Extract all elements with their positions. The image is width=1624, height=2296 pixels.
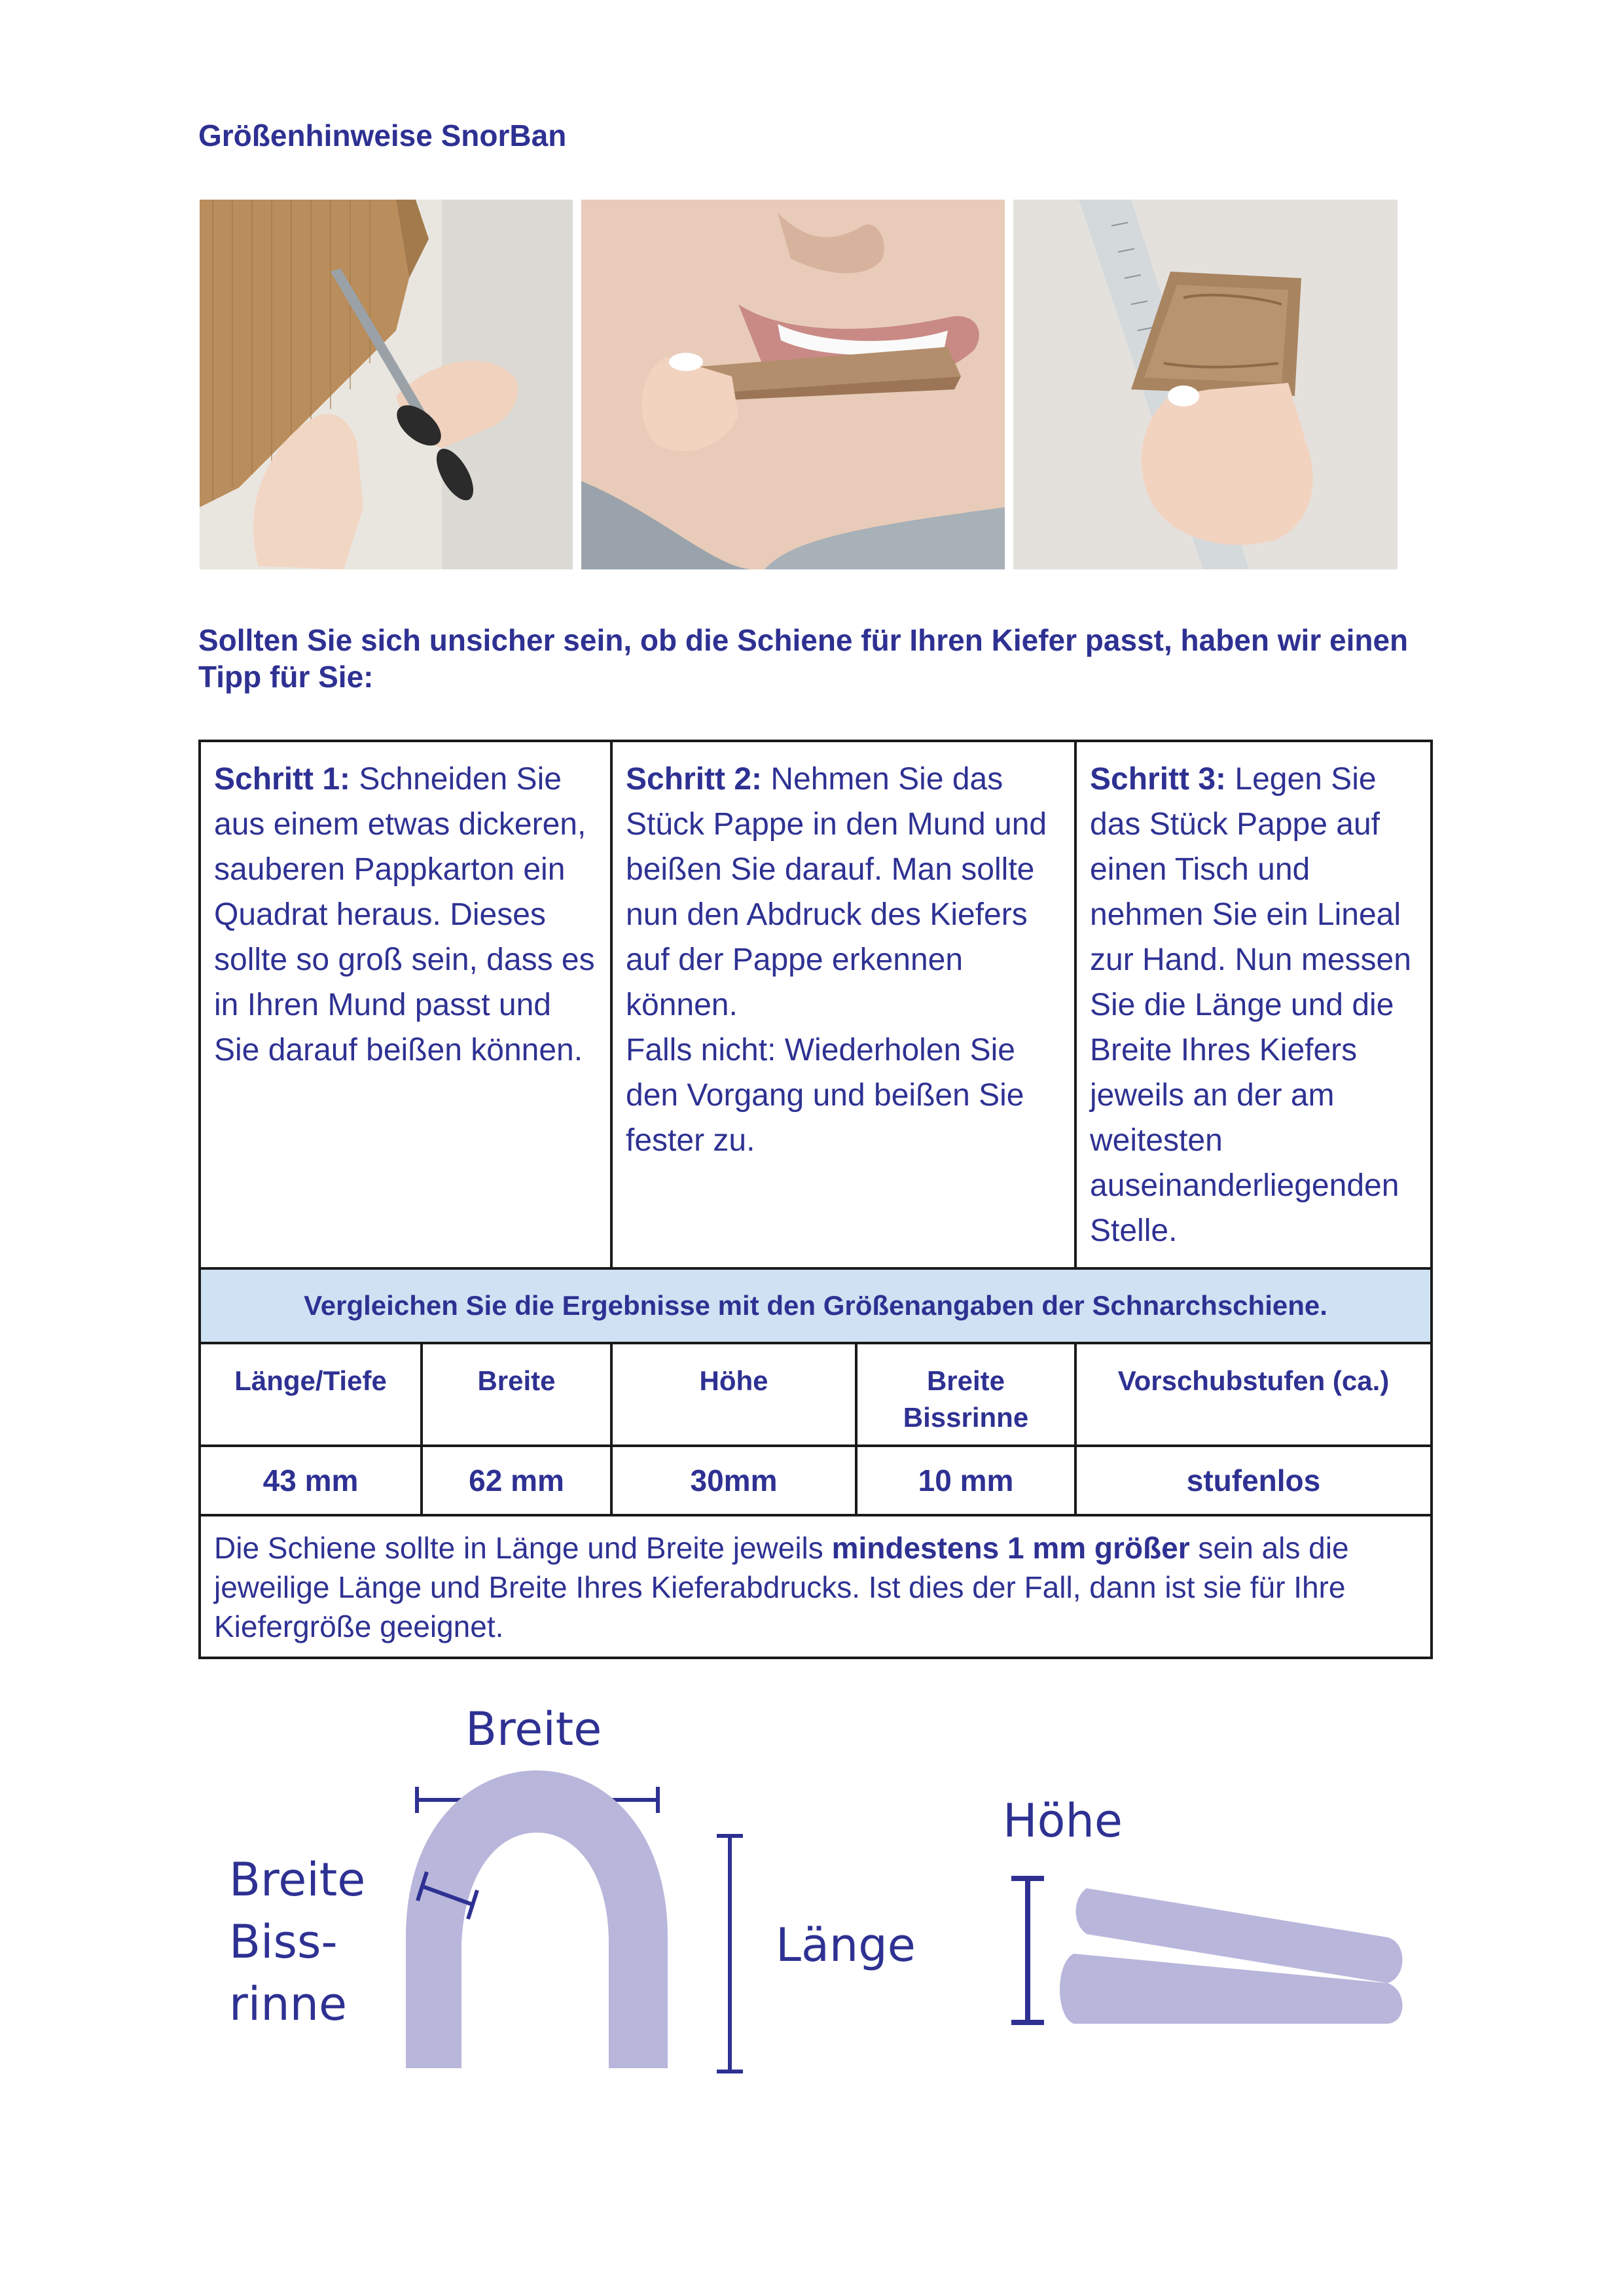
- page-title: Größenhinweise SnorBan: [198, 118, 567, 152]
- step-2-text: Nehmen Sie das Stück Pappe in den Mund und beißen Sie darauf. Man sollte nun den Abdruck des Kiefers auf der Pappe erkennen können.: [626, 762, 1047, 1022]
- ruler-image: [1013, 200, 1398, 569]
- splint-arch-shape: [406, 1770, 668, 2068]
- value-breite: 62 mm: [422, 1446, 611, 1515]
- step-3-heading: Schritt 3:: [1090, 762, 1227, 797]
- step-2-heading: Schritt 2:: [626, 762, 763, 797]
- value-vorschubstufen: stufenlos: [1075, 1446, 1432, 1515]
- intro-text: Sollten Sie sich unsicher sein, ob die Schiene für Ihren Kiefer passt, haben wir einen Tipp für Sie:: [198, 623, 1409, 694]
- cutting-image: [200, 200, 573, 569]
- label-laenge: Länge: [776, 1918, 916, 1972]
- note-row: [200, 1515, 1432, 1658]
- note-bold: mindestens 1 mm größer: [831, 1531, 1190, 1565]
- step-1-heading: Schritt 1:: [214, 762, 351, 797]
- splint-diagram: [0, 1676, 1624, 2134]
- size-header-row: [200, 1343, 1432, 1446]
- header-laenge: Länge/Tiefe: [200, 1343, 422, 1446]
- laenge-measure-line: [717, 1836, 743, 2072]
- step-1-cell: [200, 741, 611, 1268]
- step-3-cell: [1075, 741, 1432, 1268]
- size-guide-table: [198, 740, 1433, 1659]
- label-breite-bissrinne-2: Biss-: [229, 1915, 338, 1969]
- compare-banner: Vergleichen Sie die Ergebnisse mit den Größenangaben der Schnarchschiene.: [200, 1268, 1432, 1343]
- label-breite-bissrinne-1: Breite: [229, 1853, 366, 1907]
- banner-row: [200, 1268, 1432, 1343]
- header-vorschubstufen: Vorschubstufen (ca.): [1075, 1343, 1432, 1446]
- photo-biting-cardboard: [581, 200, 1005, 569]
- label-breite-bissrinne-3: rinne: [229, 1977, 348, 2031]
- label-breite: Breite: [465, 1702, 602, 1756]
- photo-cutting-cardboard: [200, 200, 573, 569]
- photo-measuring-ruler: [1013, 200, 1398, 569]
- step-2-cell: [611, 741, 1075, 1268]
- value-laenge: 43 mm: [200, 1446, 422, 1515]
- label-hoehe: Höhe: [1003, 1794, 1123, 1848]
- value-hoehe: 30mm: [611, 1446, 856, 1515]
- step-2-text-2: Falls nicht: Wiederholen Sie den Vorgang und beißen Sie fester zu.: [626, 1033, 1024, 1158]
- value-breite-bissrinne: 10 mm: [856, 1446, 1075, 1515]
- step-3-text: Legen Sie das Stück Pappe auf einen Tisch und nehmen Sie ein Lineal zur Hand. Nun messen Sie die Länge und die Breite Ihres Kiefers jeweils an der am weitesten auseinanderliegenden Stelle.: [1090, 762, 1411, 1248]
- note-after: sein als die jeweilige Länge und Breite Ihres Kieferabdrucks. Ist dies der Fall, dann ist sie für Ihre Kiefergröße geeignet.: [214, 1531, 1349, 1643]
- step-1-text: Schneiden Sie aus einem etwas dickeren, sauberen Pappkarton ein Quadrat heraus. Dieses sollte so groß sein, dass es in Ihren Mund passt und Sie darauf beißen können.: [214, 762, 595, 1067]
- hoehe-measure-line: [1011, 1878, 1044, 2022]
- note-before: Die Schiene sollte in Länge und Breite jeweils: [214, 1531, 832, 1565]
- biting-image: [581, 200, 1005, 569]
- header-hoehe: Höhe: [611, 1343, 856, 1446]
- note-cell: [200, 1515, 1432, 1658]
- header-breite-bissrinne-label: Breite Bissrinne: [903, 1365, 1029, 1433]
- header-breite-bissrinne: [856, 1343, 1075, 1446]
- header-breite: Breite: [422, 1343, 611, 1446]
- size-value-row: [200, 1446, 1432, 1515]
- steps-row: [200, 741, 1432, 1268]
